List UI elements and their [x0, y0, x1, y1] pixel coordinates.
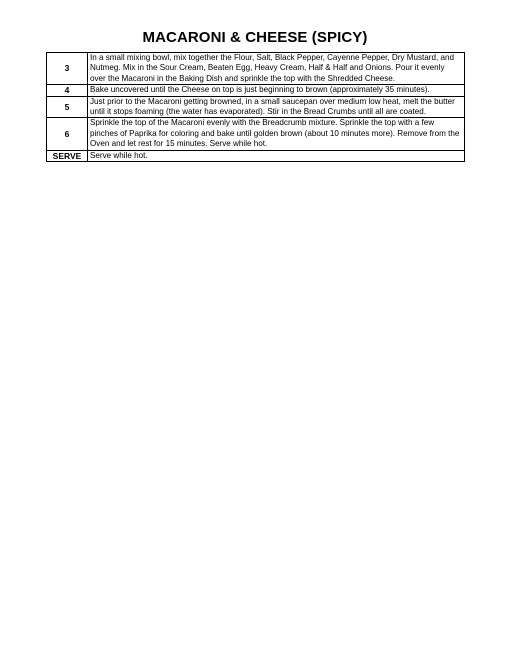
- step-instructions: Sprinkle the top of the Macaroni evenly with the Breadcrumb mixture. Sprinkle the top with a few pinches of Paprika for coloring and bake until golden brown (about 10 minutes more). Remove from the Oven and let rest for 15 minutes. Serve while hot.: [88, 118, 465, 150]
- step-number: 4: [47, 85, 88, 96]
- step-number: 3: [47, 53, 88, 85]
- step-number: 5: [47, 96, 88, 118]
- table-row: [47, 53, 465, 85]
- page-title: MACARONI & CHEESE (SPICY): [142, 29, 368, 46]
- step-instructions: Bake uncovered until the Cheese on top is just beginning to brown (approximately 35 minutes).: [88, 85, 465, 96]
- table-row: [47, 118, 465, 150]
- table-row: [47, 150, 465, 161]
- step-instructions: Serve while hot.: [88, 150, 465, 161]
- step-number: 6: [47, 118, 88, 150]
- recipe-steps-table: [46, 52, 465, 162]
- step-number: SERVE: [47, 150, 88, 161]
- table-row: [47, 96, 465, 118]
- table-row: [47, 85, 465, 96]
- step-instructions: Just prior to the Macaroni getting browned, in a small saucepan over medium low heat, melt the butter until it stops foaming (the water has evaporated). Stir in the Bread Crumbs until all are coated.: [88, 96, 465, 118]
- step-instructions: In a small mixing bowl, mix together the Flour, Salt, Black Pepper, Cayenne Pepper, Dry Mustard, and Nutmeg. Mix in the Sour Cream, Beaten Egg, Heavy Cream, Half & Half and Onions. Pour it evenly over the Macaroni in the Baking Dish and sprinkle the top with the Shredded Cheese.: [88, 53, 465, 85]
